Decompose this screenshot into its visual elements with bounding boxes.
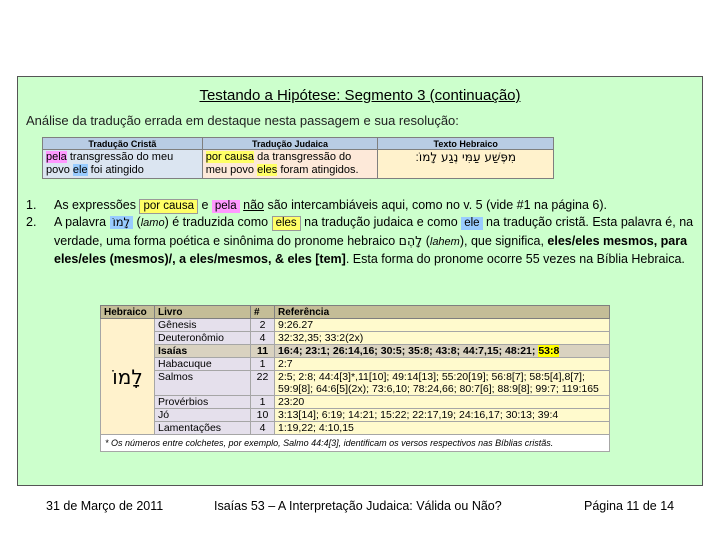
count-cell: 1 xyxy=(251,396,275,409)
slide-subtitle: Análise da tradução errada em destaque nesta passagem e sua resolução: xyxy=(26,113,459,128)
item2-text-6: ( xyxy=(422,234,430,248)
item1-text-2: e xyxy=(197,198,212,212)
header-referencia: Referência xyxy=(275,306,610,319)
reference-text: 32:32,35; 33:2(2x) xyxy=(278,332,364,344)
book-cell: Gênesis xyxy=(155,319,251,332)
header-count: # xyxy=(251,306,275,319)
footnote-row xyxy=(101,435,610,452)
count-cell: 10 xyxy=(251,409,275,422)
hebrew-word-lamo: לָמוֹ xyxy=(110,216,133,229)
chip-por-causa: por causa xyxy=(139,199,198,214)
translit-lahem: lahem xyxy=(429,236,460,248)
reference-cell xyxy=(275,422,610,435)
reference-text: 2:7 xyxy=(278,358,293,370)
reference-cell xyxy=(275,345,610,358)
item2-text-4: na tradução judaica e como xyxy=(300,215,462,229)
translit-lamo: lamo xyxy=(140,217,165,229)
item2-text-8: . Esta forma do pronome ocorre 55 vezes na Bíblia Hebraica. xyxy=(345,252,685,266)
table-row xyxy=(101,409,610,422)
chip-pela: pela xyxy=(212,200,240,213)
occurrence-reference-table xyxy=(100,305,610,452)
christian-translation-cell xyxy=(43,150,203,179)
book-cell: Habacuque xyxy=(155,358,251,371)
analysis-list xyxy=(26,197,696,268)
table-footnote: * Os números entre colchetes, por exemplo, Salmo 44:4[3], identificam os versos respectivos nas Bíblias cristãs. xyxy=(101,435,610,452)
book-cell: Jó xyxy=(155,409,251,422)
count-cell: 2 xyxy=(251,319,275,332)
hebrew-word-cell: לָמוֹ xyxy=(101,319,155,435)
jewish-translation-cell xyxy=(202,150,378,179)
jewish-text-1: da transgressão do meu povo xyxy=(205,151,352,176)
table-row xyxy=(101,332,610,345)
book-cell: Lamentações xyxy=(155,422,251,435)
christian-text-2: foi atingido xyxy=(87,164,144,176)
reference-cell xyxy=(275,332,610,345)
footer-date: 31 de Março de 2011 xyxy=(46,499,164,513)
reference-cell xyxy=(275,319,610,332)
item1-underline-nao: não xyxy=(243,198,264,212)
count-cell: 4 xyxy=(251,332,275,345)
chip-eles: eles xyxy=(272,216,301,231)
header-jewish: Tradução Judaica xyxy=(202,138,378,150)
reference-table-body xyxy=(101,319,610,452)
jewish-hl-eles: eles xyxy=(257,164,278,176)
count-cell: 11 xyxy=(251,345,275,358)
reference-text: 16:4; 23:1; 26:14,16; 30:5; 35:8; 43:8; 44:7,15; 48:21; xyxy=(278,345,539,357)
table-row xyxy=(101,371,610,396)
header-hebraico: Hebraico xyxy=(101,306,155,319)
item2-text-7: ), que significa, xyxy=(459,234,548,248)
book-cell: Isaías xyxy=(155,345,251,358)
book-cell: Provérbios xyxy=(155,396,251,409)
translation-header-row xyxy=(43,138,554,150)
christian-hl-ele: ele xyxy=(72,164,88,176)
item2-text-1: A palavra xyxy=(54,215,110,229)
christian-hl-pela: pela xyxy=(46,151,67,163)
list-item-1 xyxy=(26,197,696,214)
reference-text: 9:26.27 xyxy=(278,319,314,331)
translation-row xyxy=(43,150,554,179)
book-cell: Salmos xyxy=(155,371,251,396)
reference-cell xyxy=(275,396,610,409)
item1-text-4: são intercambiáveis aqui, como no v. 5 (vide #1 na página 6). xyxy=(263,198,608,212)
count-cell: 22 xyxy=(251,371,275,396)
reference-highlight: 53:8 xyxy=(538,345,560,357)
item2-text-2: ( xyxy=(133,215,141,229)
header-hebrew: Texto Hebraico xyxy=(378,138,554,150)
table-row xyxy=(101,319,610,332)
reference-cell xyxy=(275,409,610,422)
chip-ele: ele xyxy=(461,217,482,230)
table-row xyxy=(101,422,610,435)
jewish-hl-por-causa: por causa xyxy=(205,151,255,163)
header-christian: Tradução Cristã xyxy=(43,138,203,150)
item2-bold-meanings: eles/eles mesmos, para eles/eles (mesmos)/, a eles/mesmos, & eles [tem] xyxy=(54,234,688,266)
count-cell: 4 xyxy=(251,422,275,435)
table-row xyxy=(101,358,610,371)
item2-text-3: ) é traduzida como xyxy=(164,215,272,229)
footer-doc-title: Isaías 53 – A Interpretação Judaica: Válida ou Não? xyxy=(214,499,502,513)
item1-text-1: As expressões xyxy=(54,198,140,212)
list-number-1: 1. xyxy=(26,198,37,212)
list-item-2 xyxy=(26,214,696,268)
slide-title: Testando a Hipótese: Segmento 3 (continuação) xyxy=(199,87,521,104)
reference-text: 3:13[14]; 6:19; 14:21; 15:22; 22:17,19; 24:16,17; 30:13; 39:4 xyxy=(278,409,559,421)
hebrew-text-cell: מִפֶּשַׁע עַמִּי נֶגַע לָמוֹ׃ xyxy=(378,150,554,179)
reference-cell xyxy=(275,358,610,371)
reference-cell xyxy=(275,371,610,396)
count-cell: 1 xyxy=(251,358,275,371)
table-row xyxy=(101,396,610,409)
translation-comparison-table xyxy=(42,137,554,179)
slide-content-box xyxy=(17,76,703,486)
footer-page-number: Página 11 de 14 xyxy=(584,499,675,513)
item2-text-5: na tradução cristã. Esta palavra é, na verdade, uma forma poética e sinônima do pronome hebraico xyxy=(54,215,694,248)
reference-header-row xyxy=(101,306,610,319)
table-row xyxy=(101,345,610,358)
reference-text: 1:19,22; 4:10,15 xyxy=(278,422,354,434)
hebrew-word-lahem: לָהֶם xyxy=(398,233,423,248)
jewish-text-2: foram atingidos. xyxy=(277,164,359,176)
list-number-2: 2. xyxy=(26,215,37,229)
reference-text: 23:20 xyxy=(278,396,305,408)
book-cell: Deuteronômio xyxy=(155,332,251,345)
christian-text-1: transgressão do meu povo xyxy=(46,151,174,176)
reference-text: 2:5; 2:8; 44:4[3]*,11[10]; 49:14[13]; 55:20[19]; 56:8[7]; 58:5[4],8[7]; 59:9[8]; 64:6[5](2x); 73:6,10; 78:24,66; 80:7[6]; 88:9[8]; 99:7; 119:165 xyxy=(278,371,599,395)
header-livro: Livro xyxy=(155,306,251,319)
